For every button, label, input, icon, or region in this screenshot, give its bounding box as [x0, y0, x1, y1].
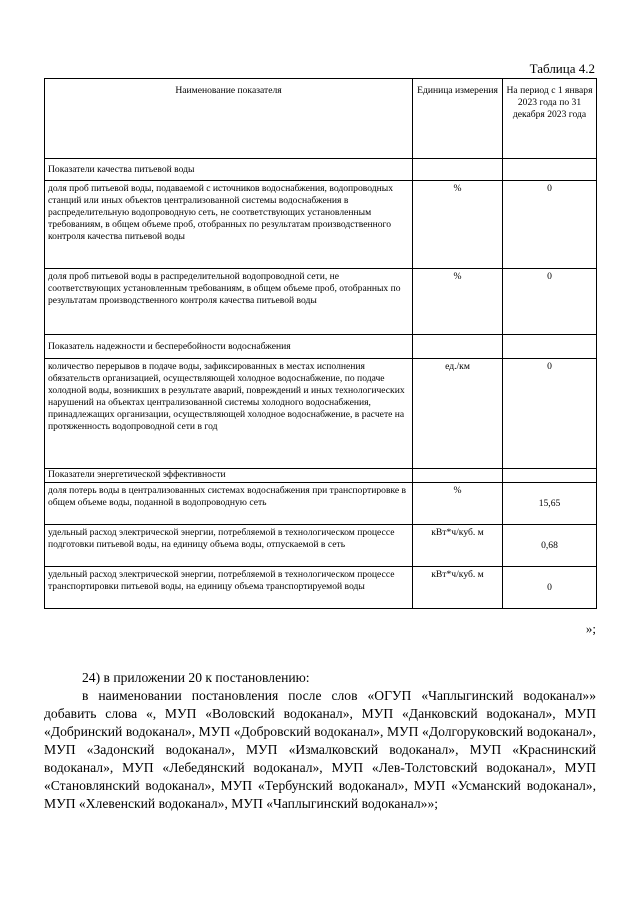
section-title: Показатели энергетической эффективности [45, 469, 413, 483]
table-row [45, 567, 597, 609]
table-row [45, 269, 597, 335]
row-name: доля проб питьевой воды, подаваемой с источников водоснабжения, водопроводных станций или иных объектов централизованной системы водоснабжения в распределительную водопроводную сеть, не соответствующих установленным требованиям, в общем объеме проб, отобранных по результатам производственного контроля качества питьевой воды [45, 181, 413, 269]
section-title: Показатель надежности и бесперебойности водоснабжения [45, 335, 413, 359]
amendment-title: 24) в приложении 20 к постановлению: [82, 670, 310, 685]
row-value: 0 [503, 181, 597, 269]
row-value: 0 [503, 359, 597, 469]
section-row-efficiency [45, 469, 597, 483]
header-period: На период с 1 января 2023 года по 31 декабря 2023 года [503, 79, 597, 159]
table-caption: Таблица 4.2 [529, 61, 595, 76]
row-value: 0,68 [503, 525, 597, 567]
row-unit: кВт*ч/куб. м [413, 567, 503, 609]
row-value: 15,65 [503, 483, 597, 525]
row-unit: кВт*ч/куб. м [413, 525, 503, 567]
section-title: Показатели качества питьевой воды [45, 159, 413, 181]
row-name: доля проб питьевой воды в распределительной водопроводной сети, не соответствующих установленным требованиям, в общем объеме проб, отобранных по результатам производственного контроля качества питьевой воды [45, 269, 413, 335]
row-name: удельный расход электрической энергии, потребляемой в технологическом процессе транспортировки питьевой воды, на единицу объема транспортируемой воды [45, 567, 413, 609]
table-row [45, 359, 597, 469]
section-row-quality [45, 159, 597, 181]
closing-quote-mark: »; [585, 621, 596, 636]
row-name: количество перерывов в подаче воды, зафиксированных в местах исполнения обязательств организацией, осуществляющей холодное водоснабжение, по подаче холодной воды, возникших в результате аварий, повреждений и иных технологических нарушений на объектах централизованной системы холодного водоснабжения, принадлежащих организации, осуществляющей холодное водоснабжение, в расчете на протяженность водопроводной сети в год [45, 359, 413, 469]
row-name: доля потерь воды в централизованных системах водоснабжения при транспортировке в общем объеме воды, поданной в водопроводную сеть [45, 483, 413, 525]
indicators-table [44, 78, 597, 609]
row-unit: % [413, 269, 503, 335]
row-name: удельный расход электрической энергии, потребляемой в технологическом процессе подготовки питьевой воды, на единицу объема воды, отпускаемой в сеть [45, 525, 413, 567]
table-row [45, 525, 597, 567]
amendment-body: в наименовании постановления после слов «ОГУП «Чаплыгинский водоканал»» добавить слова «, МУП «Воловский водоканал», МУП «Данковский водоканал», МУП «Добринский водоканал», МУП «Добровский водоканал», МУП «Долгоруковский водоканал», МУП «Задонский водоканал», МУП «Измалковский водоканал», МУП «Краснинский водоканал», МУП «Лебедянский водоканал», МУП «Лев-Толстовский водоканал», МУП «Становлянский водоканал», МУП «Тербунский водоканал», МУП «Усманский водоканал», МУП «Хлевенский водоканал», МУП «Чаплыгинский водоканал»»; [44, 688, 596, 811]
row-value: 0 [503, 567, 597, 609]
header-unit: Единица измерения [413, 79, 503, 159]
row-value: 0 [503, 269, 597, 335]
table-header-row [45, 79, 597, 159]
row-unit: ед./км [413, 359, 503, 469]
table-row [45, 181, 597, 269]
row-unit: % [413, 483, 503, 525]
header-name: Наименование показателя [45, 79, 413, 159]
section-row-reliability [45, 335, 597, 359]
row-unit: % [413, 181, 503, 269]
table-row [45, 483, 597, 525]
